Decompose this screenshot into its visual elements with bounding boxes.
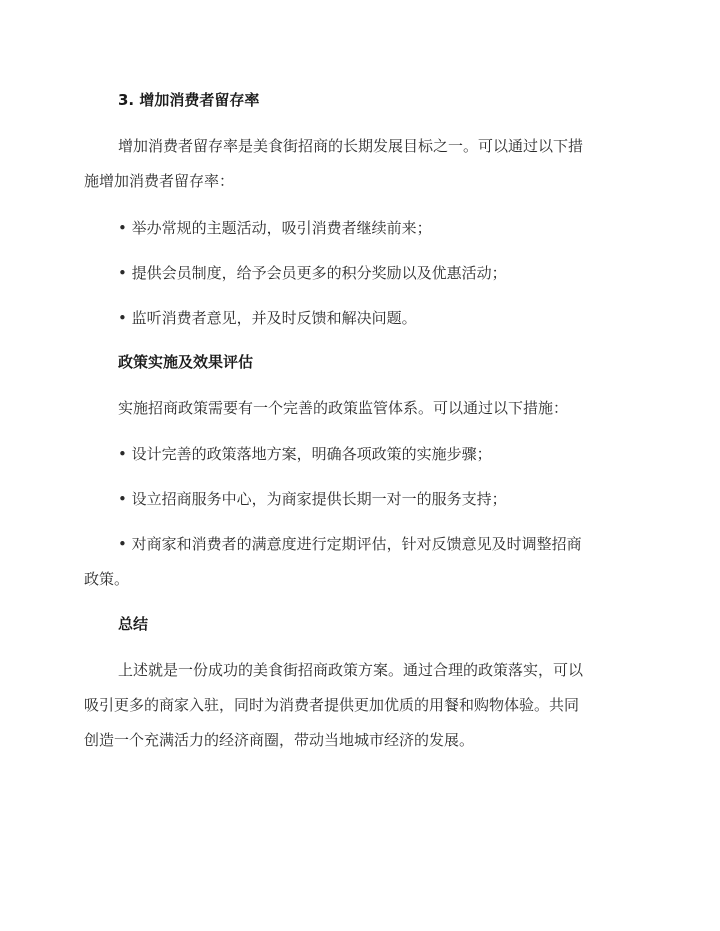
section-heading-retention: 3. 增加消费者留存率 <box>118 91 260 109</box>
list-item: • 举办常规的主题活动，吸引消费者继续前来； <box>118 219 432 237</box>
list-item-continuation: 政策。 <box>84 570 130 588</box>
section-heading-policy: 政策实施及效果评估 <box>118 353 254 371</box>
paragraph-line: 创造一个充满活力的经济商圈，带动当地城市经济的发展。 <box>84 731 475 749</box>
section-heading-summary: 总结 <box>118 615 149 633</box>
paragraph-line: 吸引更多的商家入驻，同时为消费者提供更加优质的用餐和购物体验。共同 <box>84 696 580 714</box>
list-item: • 对商家和消费者的满意度进行定期评估，针对反馈意见及时调整招商 <box>118 535 582 553</box>
paragraph-line: 上述就是一份成功的美食街招商政策方案。通过合理的政策落实，可以 <box>118 661 584 679</box>
list-item: • 设立招商服务中心，为商家提供长期一对一的服务支持； <box>118 490 507 508</box>
list-item: • 监听消费者意见，并及时反馈和解决问题。 <box>118 309 417 327</box>
paragraph-line: 增加消费者留存率是美食街招商的长期发展目标之一。可以通过以下措 <box>118 137 584 155</box>
list-item: • 设计完善的政策落地方案，明确各项政策的实施步骤； <box>118 445 492 463</box>
paragraph-line: 施增加消费者留存率： <box>84 172 235 190</box>
list-item: • 提供会员制度，给予会员更多的积分奖励以及优惠活动； <box>118 264 507 282</box>
paragraph-line: 实施招商政策需要有一个完善的政策监管体系。可以通过以下措施： <box>118 399 569 417</box>
